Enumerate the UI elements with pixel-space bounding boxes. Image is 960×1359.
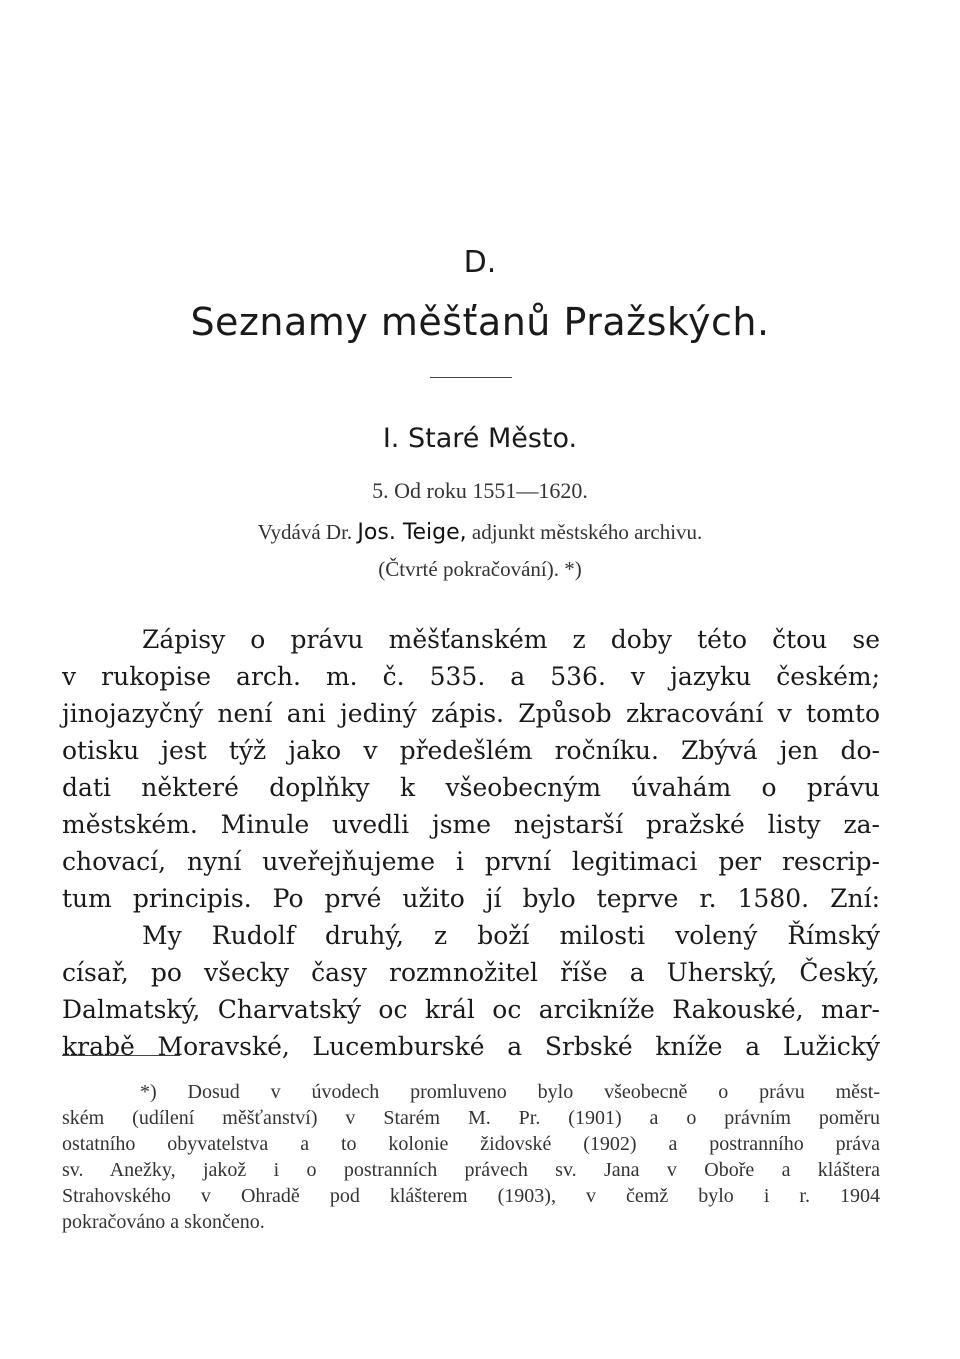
body-line: v rukopise arch. m. č. 535. a 536. v jazyku českém;	[62, 662, 880, 691]
section-letter: D.	[463, 245, 497, 280]
body-line: My Rudolf druhý, z boží milosti volený Římský	[142, 921, 880, 950]
continuation-note: (Čtvrté pokračování). *)	[378, 557, 582, 581]
body-line: chovací, nyní uveřejňujeme i první legitimaci per rescrip-	[62, 847, 880, 876]
body-line: Dalmatský, Charvatský oc král oc arcikníže Rakouské, mar-	[62, 995, 880, 1024]
years-subheading: 5. Od roku 1551—1620.	[372, 478, 588, 503]
footnote-line: pokračováno a skončeno.	[62, 1211, 265, 1233]
footnote-divider	[62, 1055, 180, 1056]
editor-line	[0, 520, 960, 545]
title-divider	[430, 377, 512, 378]
section-heading: I. Staré Město.	[382, 423, 578, 454]
footnote-line: ském (udílení měšťanství) v Starém M. Pr. (1901) a o právním poměru	[62, 1107, 880, 1129]
body-line: otisku jest týž jako v předešlém ročníku. Zbývá jen do-	[62, 736, 880, 765]
body-line: jinojazyčný není ani jediný zápis. Způsob zkracování v tomto	[62, 699, 880, 728]
body-line: císař, po všecky časy rozmnožitel říše a Uherský, Český,	[62, 958, 880, 987]
editor-name: Jos. Teige,	[357, 520, 467, 545]
footnote-line: *) Dosud v úvodech promluveno bylo všeobecně o právu měst-	[140, 1081, 880, 1103]
editor-suffix: adjunkt městského archivu.	[471, 520, 703, 544]
body-line: tum principis. Po prvé užito jí bylo teprve r. 1580. Zní:	[62, 884, 880, 913]
footnote-line: Strahovského v Ohradě pod klášterem (1903), v čemž bylo i r. 1904	[62, 1185, 880, 1207]
editor-prefix: Vydává Dr.	[257, 520, 353, 544]
body-line: městském. Minule uvedli jsme nejstarší pražské listy za-	[62, 810, 880, 839]
body-line: Zápisy o právu měšťanském z doby této čtou se	[142, 625, 880, 654]
footnote-line: ostatního obyvatelstva a to kolonie židovské (1902) a postranního práva	[62, 1133, 880, 1155]
body-line: krabě Moravské, Lucemburské a Srbské kníže a Lužický	[62, 1032, 880, 1061]
body-line: dati některé doplňky k všeobecným úvahám o právu	[62, 773, 880, 802]
footnote-line: sv. Anežky, jakož i o postranních právech sv. Jana v Oboře a kláštera	[62, 1159, 880, 1181]
page-title: Seznamy měšťanů Pražských.	[190, 300, 770, 344]
